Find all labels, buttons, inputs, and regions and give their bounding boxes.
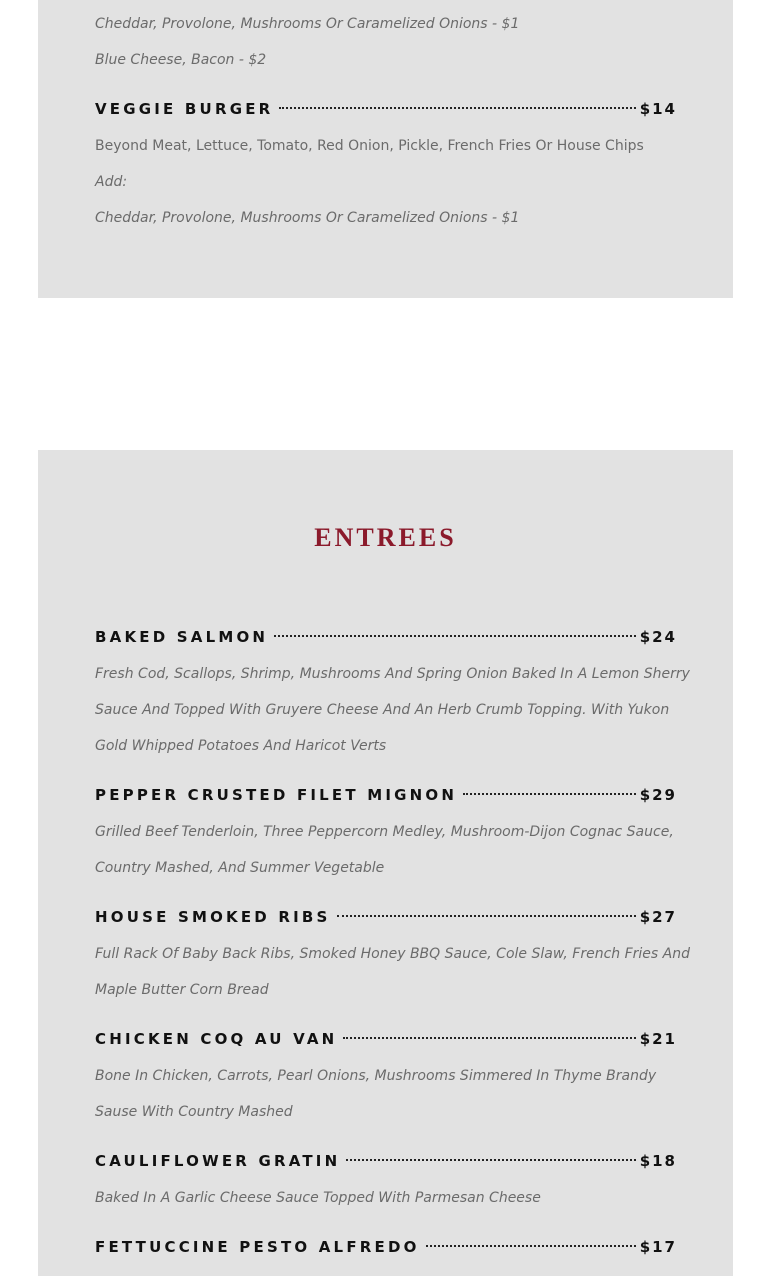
menu-item-cauliflower-gratin xyxy=(95,1151,677,1171)
dotted-leader xyxy=(346,1159,635,1161)
menu-item-description: Gold Whipped Potatoes And Haricot Verts xyxy=(95,738,387,754)
menu-item-baked-salmon xyxy=(95,627,677,647)
menu-item-price: $24 xyxy=(639,628,677,646)
add-on-options-line: Cheddar, Provolone, Mushrooms Or Caramelized Onions - $1 xyxy=(95,16,520,32)
dotted-leader xyxy=(343,1037,635,1039)
menu-item-description: Maple Butter Corn Bread xyxy=(95,982,269,998)
menu-item-price: $29 xyxy=(639,786,677,804)
dotted-leader xyxy=(426,1245,636,1247)
menu-item-name: VEGGIE BURGER xyxy=(95,100,274,118)
menu-item-name: CHICKEN COQ AU VAN xyxy=(95,1030,338,1048)
dotted-leader xyxy=(274,635,635,637)
menu-item-description: Beyond Meat, Lettuce, Tomato, Red Onion, Pickle, French Fries Or House Chips xyxy=(95,138,644,154)
menu-item-price: $18 xyxy=(639,1152,677,1170)
dotted-leader xyxy=(337,915,636,917)
menu-item-name: CAULIFLOWER GRATIN xyxy=(95,1152,341,1170)
entrees-section-panel xyxy=(38,450,733,1276)
menu-item-name: PEPPER CRUSTED FILET MIGNON xyxy=(95,786,458,804)
menu-item-veggie-burger xyxy=(95,99,677,119)
menu-item-price: $14 xyxy=(639,100,677,118)
menu-item-price: $21 xyxy=(639,1030,677,1048)
menu-item-chicken-coq-au-van xyxy=(95,1029,677,1049)
add-on-options-line: Blue Cheese, Bacon - $2 xyxy=(95,52,267,68)
menu-item-description: Country Mashed, And Summer Vegetable xyxy=(95,860,385,876)
add-on-options-line: Cheddar, Provolone, Mushrooms Or Caramelized Onions - $1 xyxy=(95,210,520,226)
menu-item-description: Full Rack Of Baby Back Ribs, Smoked Honey BBQ Sauce, Cole Slaw, French Fries And xyxy=(95,946,690,962)
dotted-leader xyxy=(279,107,635,109)
menu-item-price: $27 xyxy=(639,908,677,926)
dotted-leader xyxy=(463,793,636,795)
menu-item-description: Baked In A Garlic Cheese Sauce Topped With Parmesan Cheese xyxy=(95,1190,541,1206)
menu-item-description: Sauce And Topped With Gruyere Cheese And An Herb Crumb Topping. With Yukon xyxy=(95,702,670,718)
menu-item-pepper-crusted-filet-mignon xyxy=(95,785,677,805)
burgers-section-panel xyxy=(38,0,733,298)
menu-item-name: BAKED SALMON xyxy=(95,628,269,646)
menu-item-name: HOUSE SMOKED RIBS xyxy=(95,908,331,926)
section-title: ENTREES xyxy=(314,523,457,552)
menu-item-price: $17 xyxy=(639,1238,677,1256)
menu-item-name: FETTUCCINE PESTO ALFREDO xyxy=(95,1238,420,1256)
menu-item-house-smoked-ribs xyxy=(95,907,677,927)
add-label: Add: xyxy=(95,174,128,190)
menu-item-description: Bone In Chicken, Carrots, Pearl Onions, Mushrooms Simmered In Thyme Brandy xyxy=(95,1068,657,1084)
menu-item-description: Sause With Country Mashed xyxy=(95,1104,293,1120)
menu-item-fettuccine-pesto-alfredo xyxy=(95,1237,677,1257)
menu-item-description: Grilled Beef Tenderloin, Three Peppercorn Medley, Mushroom-Dijon Cognac Sauce, xyxy=(95,824,674,840)
menu-item-description: Fresh Cod, Scallops, Shrimp, Mushrooms And Spring Onion Baked In A Lemon Sherry xyxy=(95,666,690,682)
